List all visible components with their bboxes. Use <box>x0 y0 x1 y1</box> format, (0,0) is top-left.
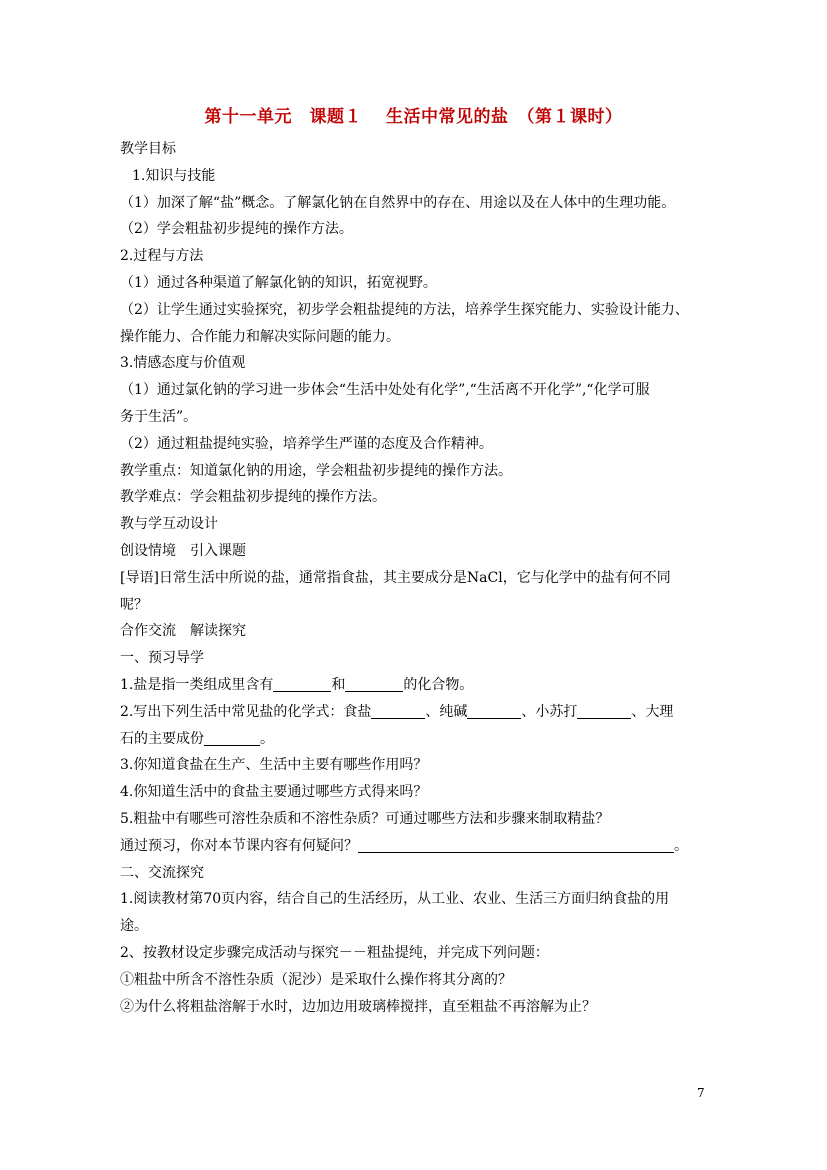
answer-blank[interactable] <box>273 675 331 692</box>
text-segment: 和 <box>331 676 346 693</box>
answer-blank[interactable] <box>467 702 521 719</box>
text-line: （1）通过各种渠道了解氯化钠的知识，拓宽视野。 <box>120 274 437 291</box>
document-body <box>120 136 710 1020</box>
text-line: （1）加深了解“盐”概念。了解氯化钠在自然界中的存在、用途以及在人体中的生理功能。 <box>120 194 676 211</box>
text-line: 教学重点：知道氯化钠的用途，学会粗盐初步提纯的操作方法。 <box>120 462 512 479</box>
text-segment: 石的主要成份 <box>120 730 204 747</box>
page-number: 7 <box>697 1086 705 1100</box>
fill-in-line <box>120 672 710 699</box>
text-line: 呢？ <box>120 596 148 613</box>
text-line: 2、按教材设定步骤完成活动与探究－－粗盐提纯，并完成下列问题： <box>120 944 549 961</box>
fill-in-line <box>120 833 710 860</box>
text-line: 创设情境 引入课题 <box>120 542 246 559</box>
answer-blank[interactable] <box>577 702 631 719</box>
fill-in-line <box>120 726 710 753</box>
text-line: ②为什么将粗盐溶解于水时，边加边用玻璃棒搅拌，直至粗盐不再溶解为止？ <box>120 998 596 1015</box>
text-line: 操作能力、合作能力和解决实际问题的能力。 <box>120 328 400 345</box>
text-line: [导语]日常生活中所说的盐，通常指食盐，其主要成分是NaCl，它与化学中的盐有何不同 <box>120 569 671 586</box>
text-segment: 。 <box>260 730 274 747</box>
text-line: 教学目标 <box>120 141 176 157</box>
answer-blank[interactable] <box>371 702 425 719</box>
text-segment: 、小苏打 <box>521 703 578 720</box>
text-line: 1.阅读教材第70页内容，结合自己的生活经历，从工业、农业、生活三方面归纳食盐的用 <box>120 891 670 908</box>
text-segment: 2.写出下列生活中常见盐的化学式：食盐 <box>120 703 372 720</box>
text-line: 务于生活”。 <box>120 408 198 425</box>
text-segment: 1.盐是指一类组成里含有 <box>120 676 274 693</box>
text-line: 教学难点：学会粗盐初步提纯的操作方法。 <box>120 489 386 506</box>
text-line: 5.粗盐中有哪些可溶性杂质和不溶性杂质？可通过哪些方法和步骤来制取精盐？ <box>120 810 610 827</box>
text-line: 3.你知道食盐在生产、生活中主要有哪些作用吗？ <box>120 757 428 774</box>
text-line: 4.你知道生活中的食盐主要通过哪些方式得来吗？ <box>120 784 428 801</box>
text-segment: 、纯碱 <box>425 703 468 720</box>
answer-blank[interactable] <box>358 836 674 853</box>
page-title: 第十一单元 课题１ 生活中常见的盐 （第１课时） <box>204 107 623 127</box>
text-line: （2）通过粗盐提纯实验，培养学生严谨的态度及合作精神。 <box>120 435 493 452</box>
text-line: 合作交流 解读探究 <box>120 623 246 640</box>
answer-blank[interactable] <box>345 675 403 692</box>
text-line: 2.过程与方法 <box>120 248 204 265</box>
fill-in-line <box>120 699 710 726</box>
text-line: 3.情感态度与价值观 <box>120 355 246 372</box>
answer-blank[interactable] <box>204 729 260 746</box>
text-line: （2）学会粗盐初步提纯的操作方法。 <box>120 221 353 238</box>
text-line: （2）让学生通过实验探究，初步学会粗盐提纯的方法，培养学生探究能力、实验设计能力、 <box>120 301 689 318</box>
text-segment: 通过预习，你对本节课内容有何疑问？ <box>120 837 358 854</box>
text-segment: 的化合物。 <box>403 676 474 693</box>
text-segment: 。 <box>674 837 688 854</box>
text-line: ①粗盐中所含不溶性杂质（泥沙）是采取什么操作将其分离的？ <box>120 971 512 988</box>
text-line: 二、交流探究 <box>120 864 204 881</box>
text-line: 教与学互动设计 <box>120 516 218 533</box>
text-line: （1）通过氯化钠的学习进一步体会“生活中处处有化学”,“生活离不开化学”,“化学可服 <box>120 382 650 399</box>
text-line: 途。 <box>120 918 148 935</box>
text-segment: 、大理 <box>631 703 674 720</box>
text-line: 1.知识与技能 <box>132 167 216 184</box>
text-line: 一、预习导学 <box>120 650 204 667</box>
